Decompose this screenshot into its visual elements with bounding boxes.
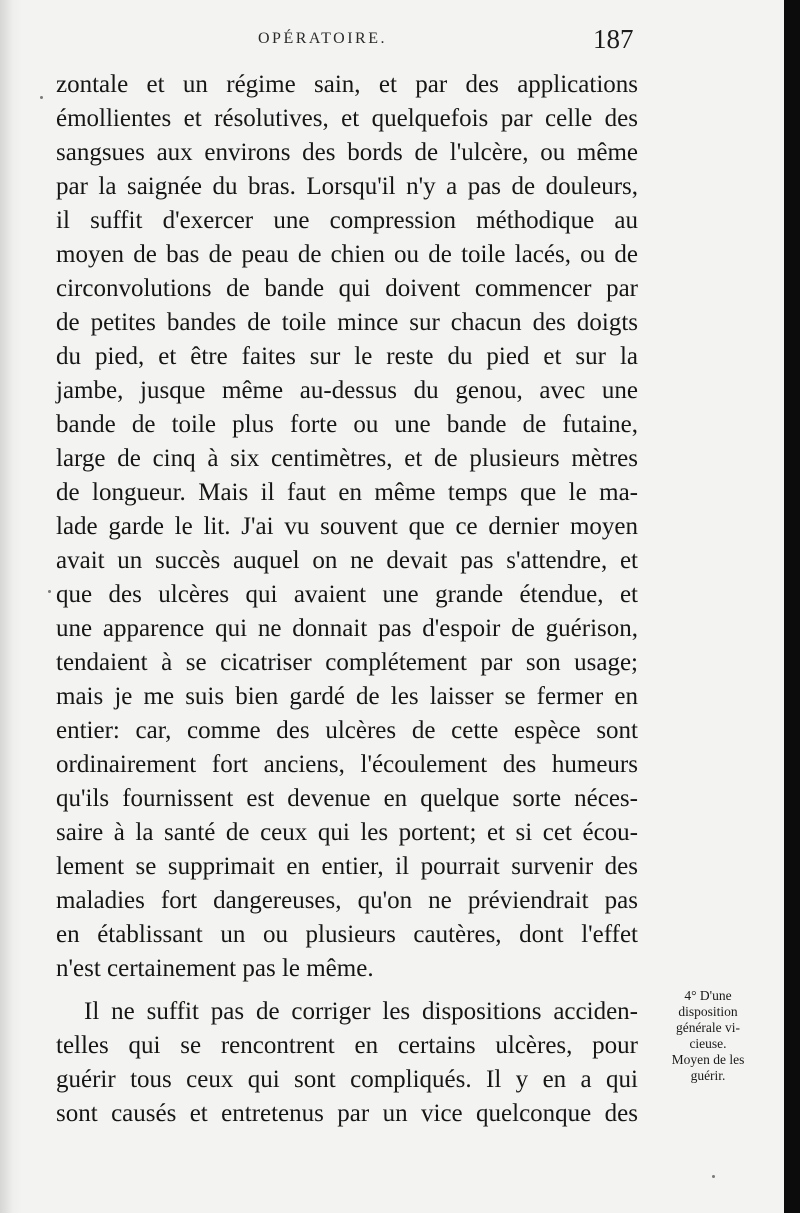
text-line: bande de toile plus forte ou une bande de futaine, — [56, 411, 638, 438]
text-line: avait un succès auquel on ne devait pas s'attendre, et — [56, 547, 638, 574]
margin-note-line: 4° D'une — [684, 988, 732, 1003]
text-line: du pied, et être faites sur le reste du pied et sur la — [56, 343, 638, 370]
text-line: en établissant un ou plusieurs cautères, dont l'effet — [56, 921, 638, 948]
paragraph-1 — [56, 68, 638, 986]
text-line: tendaient à se cicatriser complétement par son usage; — [56, 649, 638, 676]
text-line: Il ne suffit pas de corriger les dispositions acciden- — [84, 998, 638, 1025]
text-line: mais je me suis bien gardé de les laisser se fermer en — [56, 683, 638, 710]
paragraph-2 — [56, 995, 638, 1131]
text-line: saire à la santé de ceux qui les portent; et si cet écou- — [56, 819, 638, 846]
text-line: lade garde le lit. J'ai vu souvent que ce dernier moyen — [56, 513, 638, 540]
ink-speck — [48, 590, 51, 593]
running-head: OPÉRATOIRE. — [258, 30, 387, 47]
body-text — [56, 68, 638, 1131]
ink-speck — [712, 1175, 715, 1178]
text-line: moyen de bas de peau de chien ou de toile lacés, ou de — [56, 241, 638, 268]
text-line: n'est certainement pas le même. — [56, 955, 374, 982]
text-line: telles qui se rencontrent en certains ulcères, pour — [56, 1032, 638, 1059]
margin-note-line: disposition — [678, 1004, 738, 1019]
text-line: une apparence qui ne donnait pas d'espoir de guérison, — [56, 615, 638, 642]
text-line: maladies fort dangereuses, qu'on ne préviendrait pas — [56, 887, 638, 914]
binding-shadow — [0, 0, 22, 1213]
text-line: émollientes et résolutives, et quelquefois par celle des — [56, 105, 638, 132]
text-line: large de cinq à six centimètres, et de plusieurs mètres — [56, 445, 638, 472]
text-line: il suffit d'exercer une compression méthodique au — [56, 207, 638, 234]
text-line: guérir tous ceux qui sont compliqués. Il y en a qui — [56, 1066, 638, 1093]
text-line: de longueur. Mais il faut en même temps que le ma- — [56, 479, 638, 506]
margin-note — [650, 988, 766, 1084]
text-line: qu'ils fournissent est devenue en quelque sorte néces- — [56, 785, 638, 812]
text-line: de petites bandes de toile mince sur chacun des doigts — [56, 309, 638, 336]
page-edge-shadow — [784, 0, 800, 1213]
paragraph-gap — [56, 986, 638, 995]
text-line: circonvolutions de bande qui doivent commencer par — [56, 275, 638, 302]
text-line: lement se supprimait en entier, il pourrait survenir des — [56, 853, 638, 880]
text-line: que des ulcères qui avaient une grande étendue, et — [56, 581, 638, 608]
text-line: sangsues aux environs des bords de l'ulcère, ou même — [56, 139, 638, 166]
text-line: entier: car, comme des ulcères de cette espèce sont — [56, 717, 638, 744]
text-line: zontale et un régime sain, et par des applications — [56, 71, 638, 98]
margin-note-line: guérir. — [690, 1068, 726, 1083]
ink-speck — [40, 96, 43, 99]
margin-note-line: cieuse. — [689, 1036, 727, 1051]
text-line: ordinairement fort anciens, l'écoulement des humeurs — [56, 751, 638, 778]
text-line: jambe, jusque même au-dessus du genou, avec une — [56, 377, 638, 404]
margin-note-line: Moyen de les — [671, 1052, 745, 1067]
text-line: par la saignée du bras. Lorsqu'il n'y a pas de douleurs, — [56, 173, 638, 200]
margin-note-line: générale vi- — [675, 1020, 741, 1035]
page-number: 187 — [593, 24, 634, 54]
text-line: sont causés et entretenus par un vice quelconque des — [56, 1100, 638, 1127]
